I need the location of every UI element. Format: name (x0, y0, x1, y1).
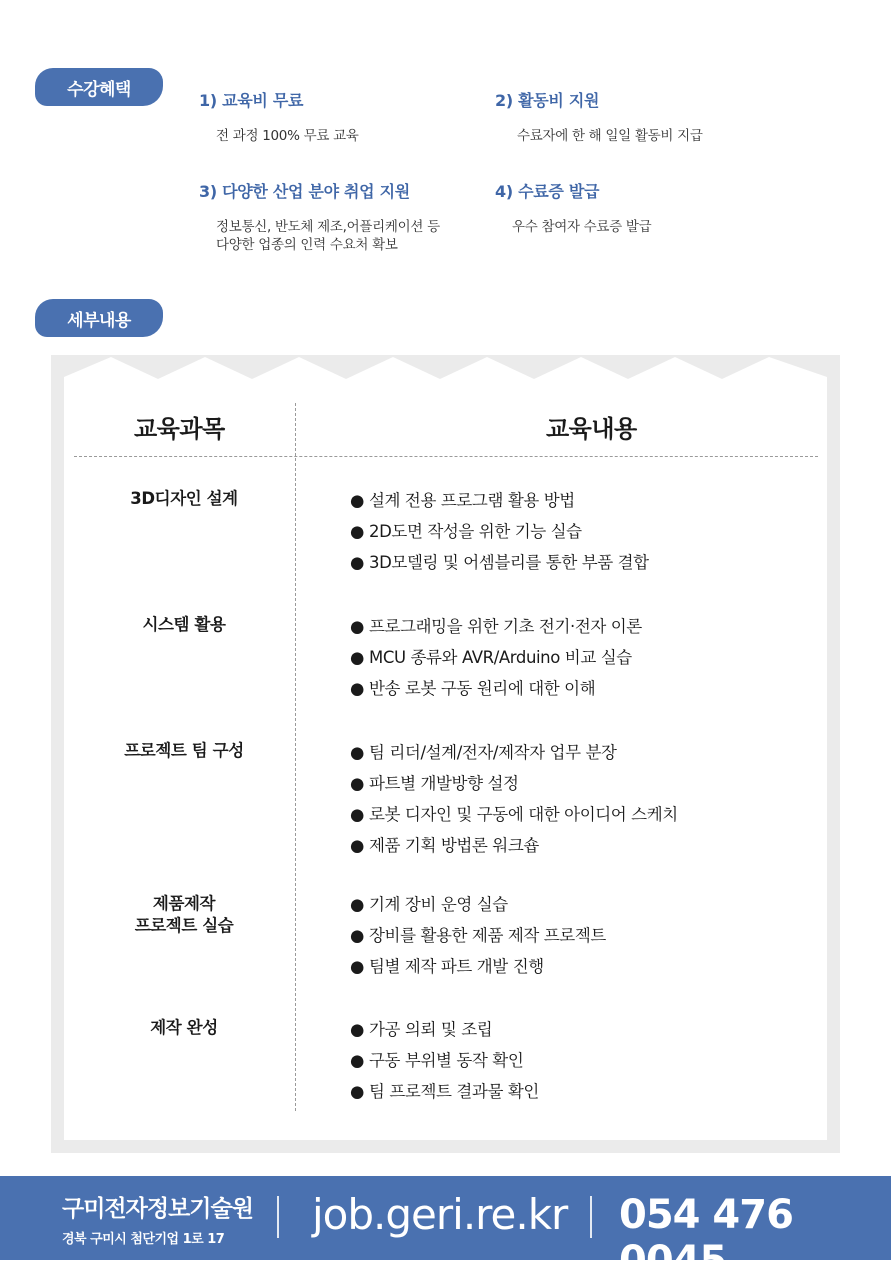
bullet-icon: ● (350, 895, 364, 914)
org-address: 경북 구미시 첨단기업 1로 17 (62, 1232, 225, 1247)
list-item: ● 로봇 디자인 및 구동에 대한 아이디어 스케치 (350, 805, 678, 824)
list-item: ● 3D모델링 및 어셈블리를 통한 부품 결합 (350, 553, 649, 572)
column-header-content: 교육내용 (546, 415, 637, 443)
bullet-icon: ● (350, 926, 364, 945)
footer-separator (590, 1196, 592, 1238)
benefit-title-4: 4) 수료증 발급 (495, 182, 600, 201)
bullet-icon: ● (350, 743, 364, 762)
list-item: ● 파트별 개발방향 설정 (350, 774, 519, 793)
benefits-label: 수강혜택 (35, 68, 163, 106)
list-item: ● 반송 로봇 구동 원리에 대한 이해 (350, 679, 596, 698)
benefit-title-2: 2) 활동비 지원 (495, 91, 600, 110)
bullet-icon: ● (350, 679, 364, 698)
benefit-desc-3-line-2: 다양한 업종의 인력 수요처 확보 (216, 237, 398, 253)
footer-separator (277, 1196, 279, 1238)
bullet-icon: ● (350, 491, 364, 510)
subject-system: 시스템 활용 (142, 615, 226, 634)
bullet-icon: ● (350, 774, 364, 793)
bullet-icon: ● (350, 957, 364, 976)
bullet-icon: ● (350, 522, 364, 541)
website-link[interactable]: job.geri.re.kr (312, 1190, 568, 1239)
list-item: ● 2D도면 작성을 위한 기능 실습 (350, 522, 582, 541)
bullet-icon: ● (350, 617, 364, 636)
subject-3d-design: 3D디자인 설계 (130, 489, 238, 508)
benefit-desc-2: 수료자에 한 해 일일 활동비 지급 (517, 128, 703, 144)
subject-product-making (96, 893, 272, 937)
bullet-icon: ● (350, 805, 364, 824)
subject-line-2: 프로젝트 실습 (134, 916, 234, 935)
list-item: ● 구동 부위별 동작 확인 (350, 1051, 524, 1070)
list-item: ● 팀 프로젝트 결과물 확인 (350, 1082, 539, 1101)
subject-project-team: 프로젝트 팀 구성 (124, 741, 244, 760)
list-item: ● MCU 종류와 AVR/Arduino 비교 실습 (350, 648, 632, 667)
bullet-icon: ● (350, 1020, 364, 1039)
benefit-title-1: 1) 교육비 무료 (199, 91, 304, 110)
benefit-desc-1: 전 과정 100% 무료 교육 (216, 128, 359, 144)
list-item: ● 가공 의뢰 및 조립 (350, 1020, 493, 1039)
bullet-icon: ● (350, 1051, 364, 1070)
benefit-desc-3-line-1: 정보통신, 반도체 제조,어플리케이션 등 (216, 219, 440, 235)
list-item: ● 설계 전용 프로그램 활용 방법 (350, 491, 575, 510)
benefit-title-3: 3) 다양한 산업 분야 취업 지원 (199, 182, 410, 201)
bullet-icon: ● (350, 836, 364, 855)
list-item: ● 팀별 제작 파트 개발 진행 (350, 957, 544, 976)
column-header-subject: 교육과목 (134, 415, 225, 443)
list-item: ● 제품 기획 방법론 워크숍 (350, 836, 539, 855)
list-item: ● 장비를 활용한 제품 제작 프로젝트 (350, 926, 606, 945)
list-item: ● 팀 리더/설계/전자/제작자 업무 분장 (350, 743, 617, 762)
bullet-icon: ● (350, 1082, 364, 1101)
subject-line-1: 제품제작 (152, 894, 216, 913)
details-label: 세부내용 (35, 299, 163, 337)
benefit-desc-3 (216, 218, 440, 254)
bullet-icon: ● (350, 553, 364, 572)
footer (0, 1176, 891, 1284)
list-item: ● 프로그래밍을 위한 기초 전기·전자 이론 (350, 617, 642, 636)
org-name: 구미전자정보기술원 (62, 1196, 253, 1222)
benefit-desc-4: 우수 참여자 수료증 발급 (512, 219, 652, 235)
column-divider (295, 403, 296, 1111)
phone-number: 054 476 0045 (619, 1192, 793, 1284)
header-divider (74, 456, 818, 457)
subject-completion: 제작 완성 (150, 1018, 218, 1037)
bullet-icon: ● (350, 648, 364, 667)
list-item: ● 기계 장비 운영 실습 (350, 895, 508, 914)
